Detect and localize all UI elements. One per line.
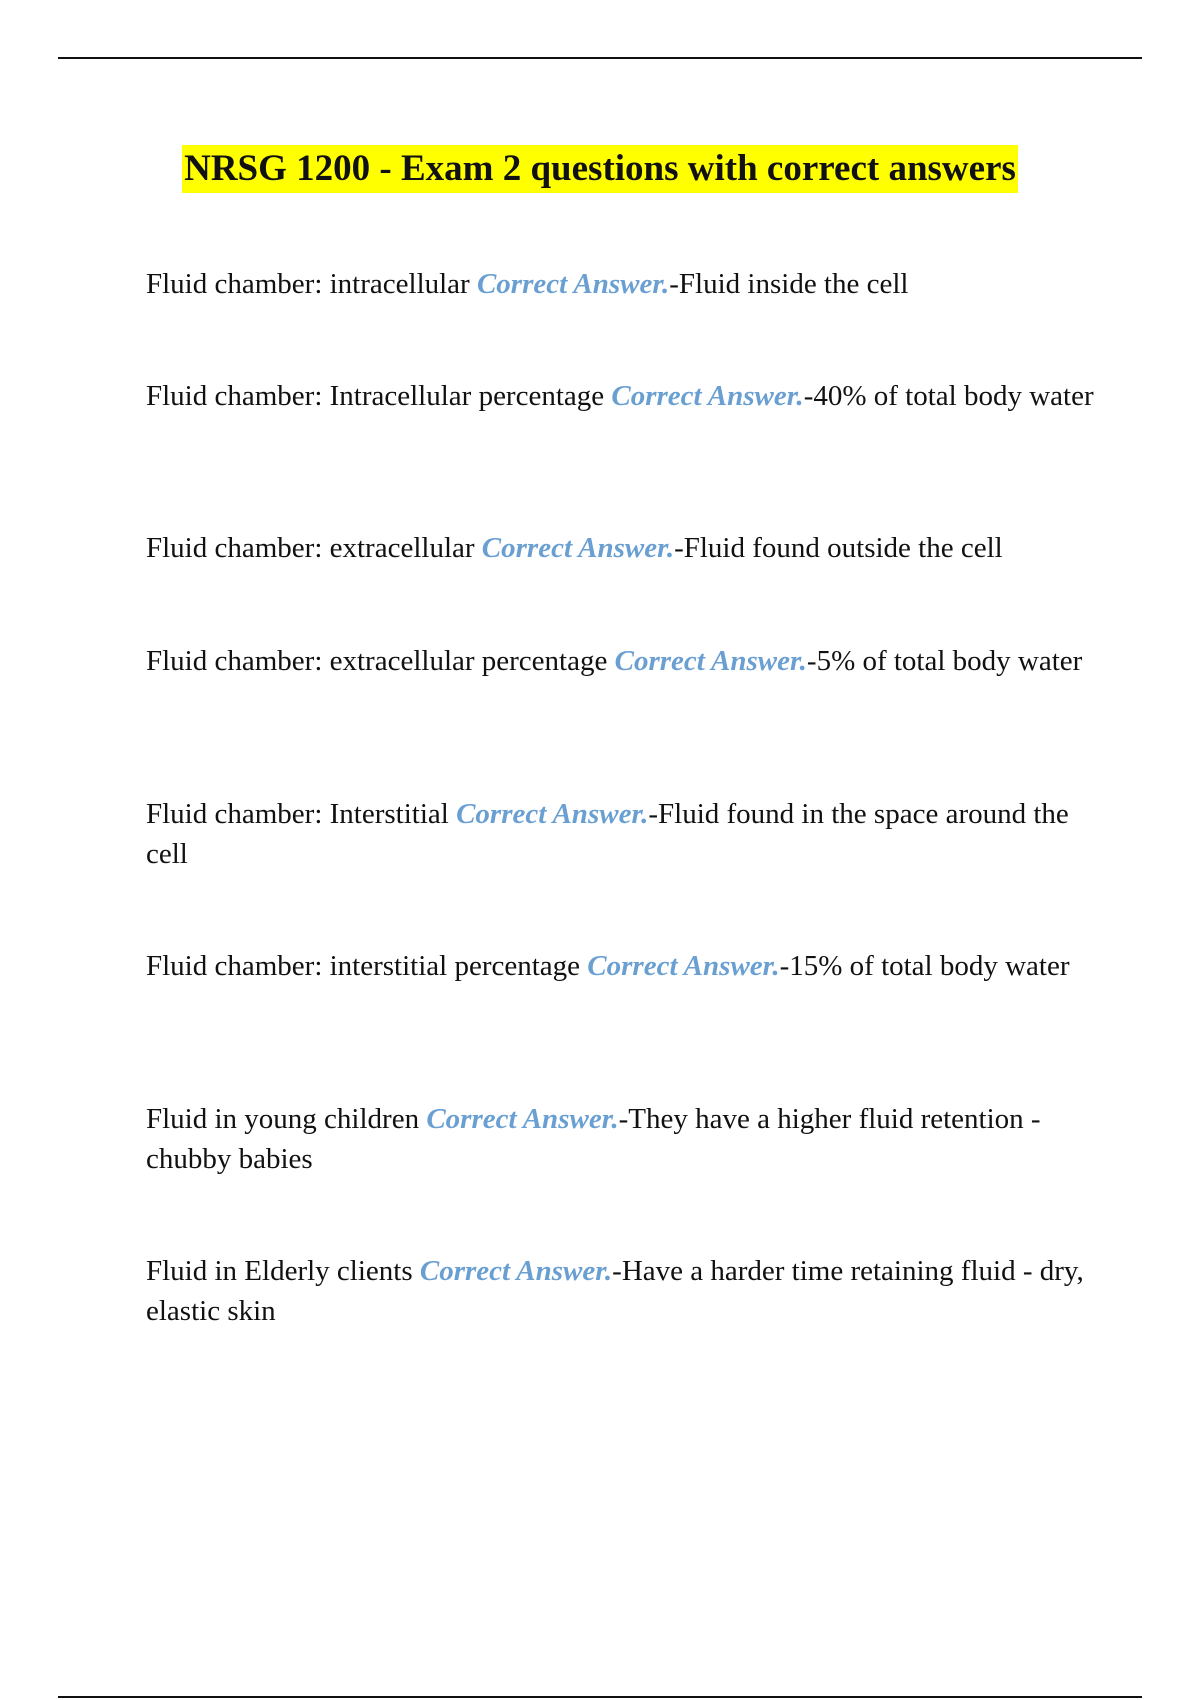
answer-text: -They have a higher fluid retention - chubby babies <box>146 1103 1041 1175</box>
correct-answer-marker: Correct Answer. <box>614 645 807 677</box>
qa-item <box>146 946 1096 986</box>
question-text: Fluid in Elderly clients <box>146 1255 413 1287</box>
title-container <box>0 145 1200 193</box>
answer-text: -5% of total body water <box>806 645 1083 677</box>
question-text: Fluid chamber: extracellular percentage <box>146 645 608 677</box>
answer-text: -Fluid found in the space around the cell <box>146 798 1069 870</box>
qa-item <box>146 1251 1096 1331</box>
qa-item <box>146 641 1096 681</box>
question-text: Fluid chamber: extracellular <box>146 532 475 564</box>
correct-answer-marker: Correct Answer. <box>456 798 649 830</box>
qa-item <box>146 264 1096 304</box>
bottom-divider <box>58 1696 1142 1698</box>
question-text: Fluid chamber: Intracellular percentage <box>146 380 605 412</box>
qa-item <box>146 376 1096 416</box>
correct-answer-marker: Correct Answer. <box>426 1103 619 1135</box>
question-text: Fluid in young children <box>146 1103 420 1135</box>
answer-text: -Fluid found outside the cell <box>674 532 1003 564</box>
answer-text: -Fluid inside the cell <box>669 268 909 300</box>
qa-item <box>146 1099 1096 1179</box>
qa-item <box>146 794 1096 874</box>
answer-text: -15% of total body water <box>779 950 1070 982</box>
qa-item <box>146 528 1096 568</box>
top-divider <box>58 57 1142 59</box>
correct-answer-marker: Correct Answer. <box>611 380 804 412</box>
correct-answer-marker: Correct Answer. <box>476 268 670 300</box>
document-title: NRSG 1200 - Exam 2 questions with correct answers <box>182 145 1018 193</box>
correct-answer-marker: Correct Answer. <box>419 1255 613 1287</box>
question-text: Fluid chamber: intracellular <box>146 268 470 300</box>
correct-answer-marker: Correct Answer. <box>587 950 780 982</box>
correct-answer-marker: Correct Answer. <box>481 532 675 564</box>
question-text: Fluid chamber: Interstitial <box>146 798 449 830</box>
answer-text: -40% of total body water <box>803 380 1094 412</box>
answer-text: -Have a harder time retaining fluid - dry, elastic skin <box>146 1255 1084 1327</box>
question-text: Fluid chamber: interstitial percentage <box>146 950 581 982</box>
